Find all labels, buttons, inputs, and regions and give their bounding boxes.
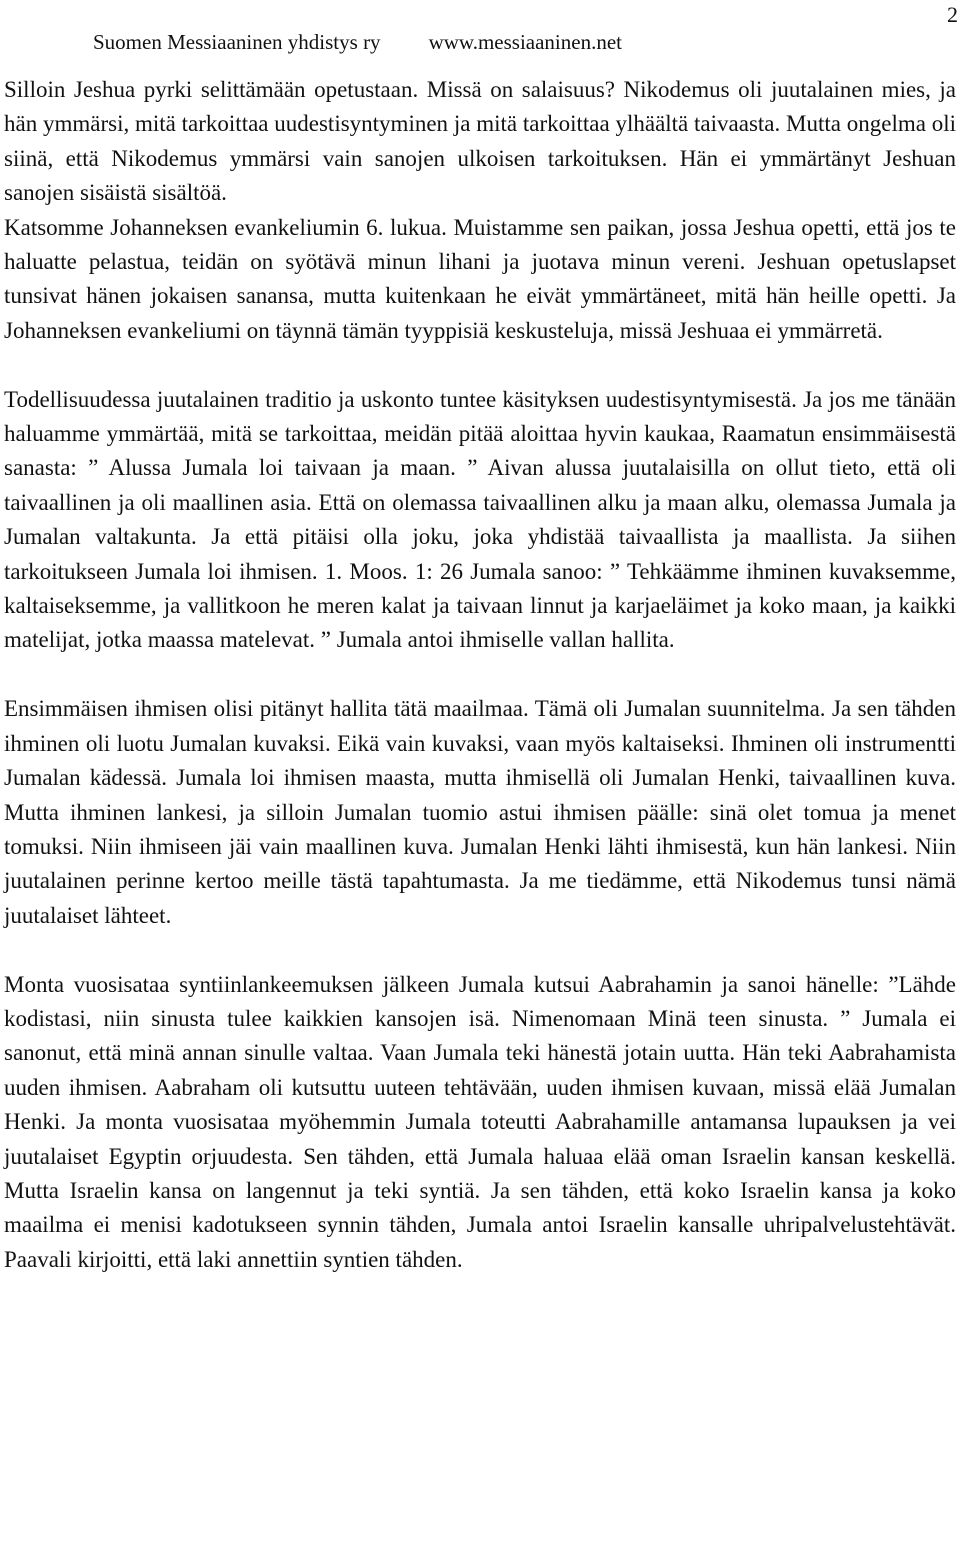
paragraph-tradition: Todellisuudessa juutalainen traditio ja uskonto tuntee käsityksen uudestisyntymisestä. Ja jos me tänään haluamme ymmärtää, mitä se tarkoittaa, meidän pitää aloittaa hyvin kaukaa, Raamatun ensimmäisestä sanasta: ” Alussa Jumala loi taivaan ja maan. ” Aivan alussa juutalaisilla on ollut tieto, että oli taivaallinen ja oli maallinen asia. Että on olemassa taivaallinen alku ja maan alku, olemassa Jumala ja Jumalan valtakunta. Ja että pitäisi olla joku, joka yhdistää taivaallista ja maallista. Ja siihen tarkoitukseen Jumala loi ihmisen. 1. Moos. 1: 26 Jumala sanoo: ” Tehkäämme ihminen kuvaksemme, kaltaiseksemme, ja vallitkoon he meren kalat ja taivaan linnut ja karjaeläimet ja koko maan, ja kaikki matelijat, jotka maassa matelevat. ” Jumala antoi ihmiselle vallan hallita. — [4, 386, 956, 653]
document-body — [4, 73, 956, 1277]
page-header — [93, 28, 622, 56]
paragraph-abraham: Monta vuosisataa syntiinlankeemuksen jälkeen Jumala kutsui Aabrahamin ja sanoi hänelle: ”Lähde kodistasi, niin sinusta tulee kaikkien kansojen isä. Nimenomaan Minä teen sinusta. ” Jumala ei sanonut, että minä annan sinulle valtaa. Vaan Jumala teki hänestä jotain uutta. Hän teki Aabrahamista uuden ihmisen. Aabraham oli kutsuttu uuteen tehtävään, uuden ihmisen kuvaan, missä elää Jumalan Henki. Ja monta vuosisataa myöhemmin Jumala toteutti Aabrahamille antamansa lupauksen ja vei juutalaiset Egyptin orjuudesta. Sen tähden, että Jumala haluaa elää oman Israelin kansan keskellä. Mutta Israelin kansa on langennut ja teki syntiä. Ja sen tähden, että koko Israelin kansa ja koko maailma ei menisi kadotukseen synnin tähden, Jumala antoi Israelin kansalle uhripalvelustehtävät. Paavali kirjoitti, että laki annettiin syntien tähden. — [4, 971, 956, 1272]
header-organization: Suomen Messiaaninen yhdistys ry — [93, 30, 381, 54]
header-url: www.messiaaninen.net — [428, 30, 622, 54]
paragraph-first-man: Ensimmäisen ihmisen olisi pitänyt hallita tätä maailmaa. Tämä oli Jumalan suunnitelma. Ja sen tähden ihminen oli luotu Jumalan kuvaksi. Eikä vain kuvaksi, vaan myös kaltaiseksi. Ihminen oli instrumentti Jumalan kädessä. Jumala loi ihmisen maasta, mutta ihmisellä oli Jumalan Henki, taivaallinen kuva. Mutta ihminen lankesi, ja silloin Jumalan tuomio astui ihmisen päälle: sinä olet tomua ja menet tomuksi. Niin ihmiseen jäi vain maallinen kuva. Jumalan Henki lähti ihmisestä, kun hän lankesi. Niin juutalainen perinne kertoo meille tästä tapahtumasta. Ja me tiedämme, että Nikodemus tunsi nämä juutalaiset lähteet. — [4, 696, 956, 928]
paragraph-nikodemus: Silloin Jeshua pyrki selittämään opetustaan. Missä on salaisuus? Nikodemus oli juutalainen mies, ja hän ymmärsi, mitä tarkoittaa uudestisyntyminen ja mitä tarkoittaa ylhäältä taivaasta. Mutta ongelma oli siinä, että Nikodemus ymmärsi vain sanojen ulkoisen tarkoituksen. Hän ei ymmärtänyt Jeshuan sanojen sisäistä sisältöä. — [4, 77, 956, 206]
paragraph-john-6: Katsomme Johanneksen evankeliumin 6. lukua. Muistamme sen paikan, jossa Jeshua opetti, että jos te haluatte pelastua, teidän on syötävä minun lihani ja juotava minun vereni. Jeshuan opetuslapset tunsivat hänen jokaisen sanansa, mutta kuitenkaan he eivät ymmärtäneet, mitä hän heille opetti. Ja Johanneksen evankeliumi on täynnä tämän tyyppisiä keskusteluja, missä Jeshuaa ei ymmärretä. — [4, 214, 956, 343]
page-number: 2 — [947, 2, 958, 27]
